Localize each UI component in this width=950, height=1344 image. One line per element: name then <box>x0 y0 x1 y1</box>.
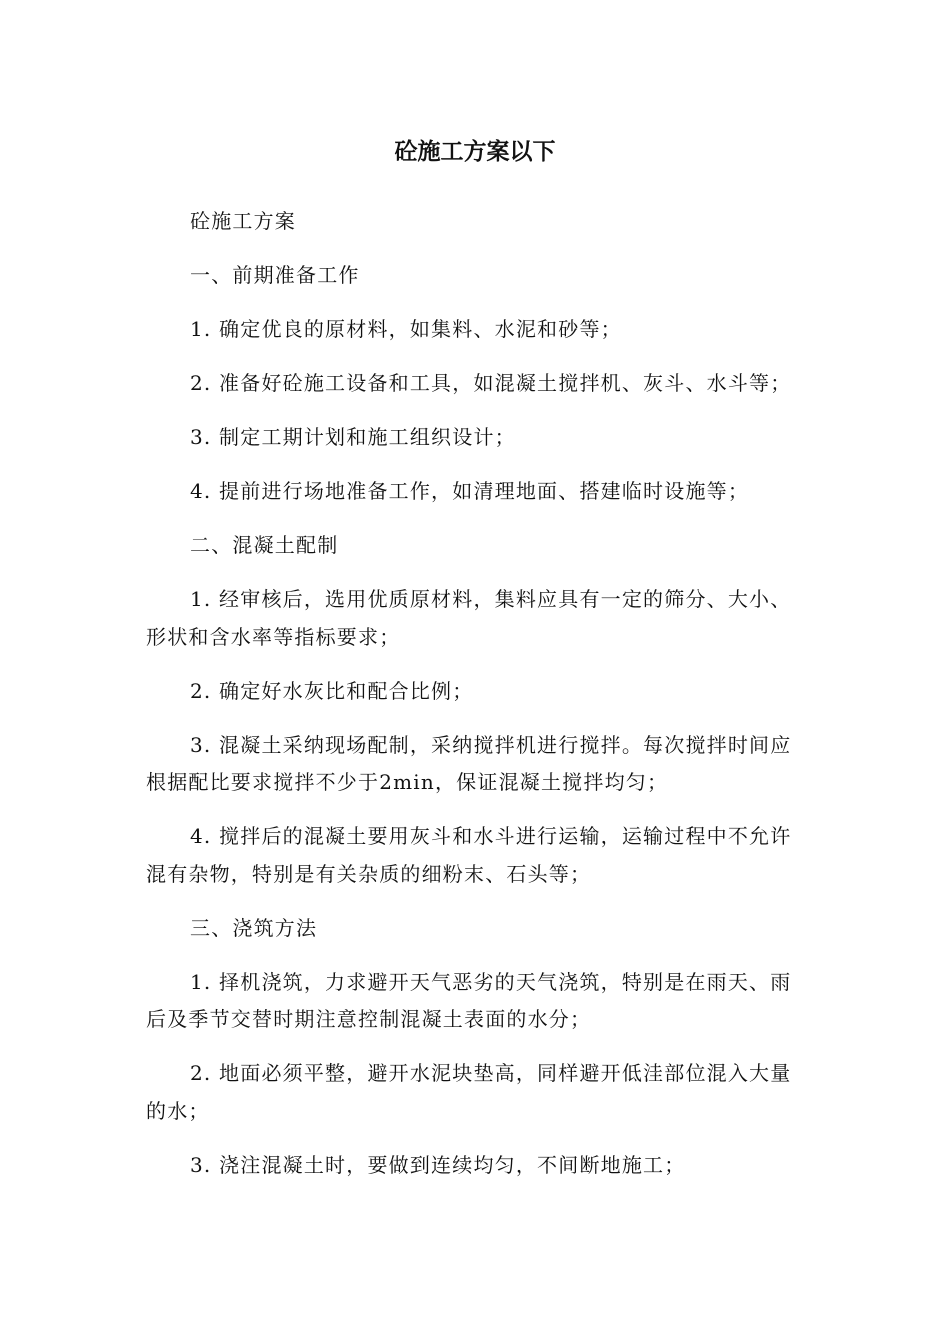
list-item-equipment: 2. 准备好砼施工设备和工具，如混凝土搅拌机、灰斗、水斗等； <box>190 371 792 395</box>
section-heading-pouring: 三、浇筑方法 <box>190 915 318 940</box>
list-item-transport: 4. 搅拌后的混凝土要用灰斗和水斗进行运输，运输过程中不允许混有杂物，特别是有关杂质的细粉末、石头等； <box>146 824 792 886</box>
section-heading-mixing: 二、混凝土配制 <box>190 533 339 557</box>
section-heading-preparation: 一、前期准备工作 <box>190 263 360 287</box>
list-item-site-prep: 4. 提前进行场地准备工作，如清理地面、搭建临时设施等； <box>190 479 750 503</box>
list-item-continuous-pour: 3. 浇注混凝土时，要做到连续均匀，不间断地施工； <box>190 1152 686 1177</box>
list-item-water-cement: 2. 确定好水灰比和配合比例； <box>190 678 474 703</box>
list-item-weather: 1. 择机浇筑，力求避开天气恶劣的天气浇筑，特别是在雨天、雨后及季节交替时期注意控制混凝土表面的水分； <box>146 969 792 1031</box>
document-body <box>146 203 808 1201</box>
list-item-ground-level: 2. 地面必须平整，避开水泥块垫高，同样避开低洼部位混入大量的水； <box>146 1061 792 1123</box>
list-item-materials: 1. 确定优良的原材料，如集料、水泥和砂等； <box>190 317 622 341</box>
list-item-schedule: 3. 制定工期计划和施工组织设计； <box>190 425 516 449</box>
paragraph-heading-plan: 砼施工方案 <box>190 209 296 233</box>
document-title: 砼施工方案以下 <box>394 139 556 165</box>
list-item-onsite-mixing: 3. 混凝土采纳现场配制，采纳搅拌机进行搅拌。每次搅拌时间应根据配比要求搅拌不少于2min，保证混凝土搅拌均匀； <box>146 732 792 794</box>
list-item-raw-materials: 1. 经审核后，选用优质原材料，集料应具有一定的筛分、大小、形状和含水率等指标要求； <box>146 587 792 649</box>
